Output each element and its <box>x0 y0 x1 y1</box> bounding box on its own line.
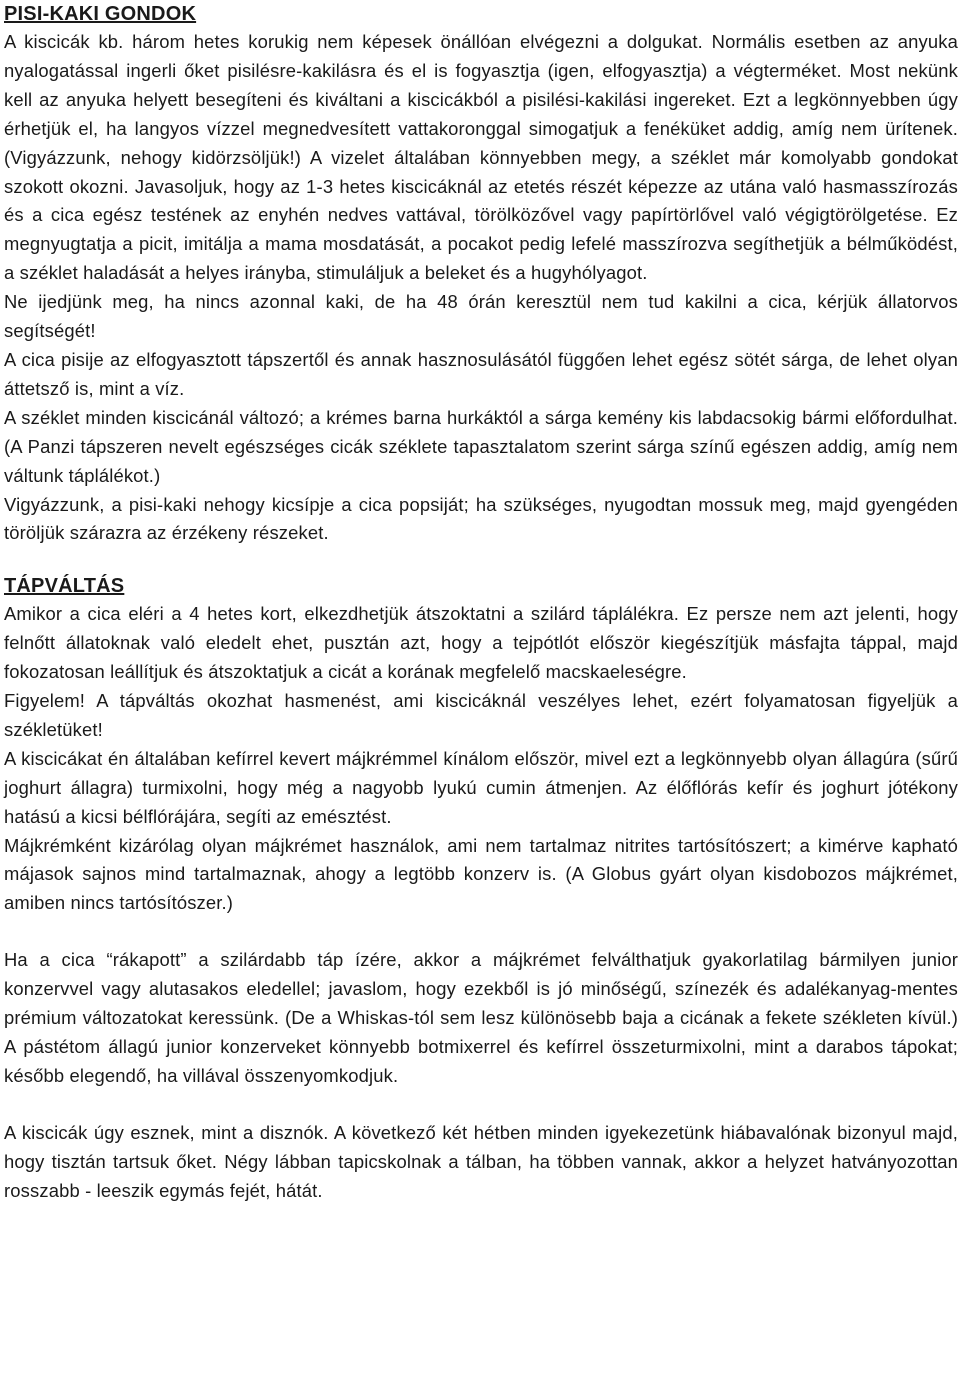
paragraph: Ne ijedjünk meg, ha nincs azonnal kaki, de ha 48 órán keresztül nem tud kakilni a cica, kérjük állatorvos segítségét! <box>4 291 958 342</box>
paragraph: A széklet minden kiscicánál változó; a krémes barna hurkáktól a sárga kemény kis labdacsokig bármi előfordulhat. (A Panzi tápszeren nevelt egészséges cicák széklete tapasztalatom szerint sárga színű egészen addig, amíg nem váltunk táplálékot.) <box>4 406 958 486</box>
paragraph: Vigyázzunk, a pisi-kaki nehogy kicsípje a cica popsiját; ha szükséges, nyugodtan mossuk meg, majd gyengéden töröljük szárazra az érzékeny részeket. <box>4 493 958 544</box>
section-pisi-kaki <box>4 0 958 548</box>
section-heading: TÁPVÁLTÁS <box>4 575 125 598</box>
paragraph: Májkrémként kizárólag olyan májkrémet használok, ami nem tartalmaz nitrites tartósítószert; a kimérve kapható májasok sajnos mind tartalmaznak, ahogy a legtöbb konzerv is. (A Globus gyárt olyan kisdobozos májkrémet, amiben nincs tartósítószer.) <box>4 834 958 914</box>
section-tapvaltas <box>4 572 958 1205</box>
paragraph-spacer <box>4 1091 958 1119</box>
section-spacer <box>4 548 958 572</box>
paragraph: A kiscicák úgy esznek, mint a disznók. A következő két hétben minden igyekezetünk hiábavalónak bizonyul majd, hogy tisztán tartsuk őket. Négy lábban tapicskolnak a tálban, ha többen vannak, akkor a helyzet hatványozottan rosszabb - leeszik egymás fejét, hátát. <box>4 1121 958 1201</box>
paragraph: A kiscicákat én általában kefírrel kevert májkrémmel kínálom először, mivel ezt a legkönnyebb olyan állagúra (sűrű joghurt állagra) turmixolni, hogy még a nagyobb lyukú cumin átmenjen. Az élőflórás kefír és joghurt jótékony hatású a kicsi bélflórájára, segíti az emésztést. <box>4 747 958 827</box>
paragraph-spacer <box>4 918 958 946</box>
paragraph: Amikor a cica eléri a 4 hetes kort, elkezdhetjük átszoktatni a szilárd táplálékra. Ez persze nem azt jelenti, hogy felnőtt állatoknak való eledelt ehet, pusztán azt, hogy a tejpótlót először kiegészítjük másfajta táppal, majd fokozatosan leállítjuk és átszoktatjuk a cicát a korának megfelelő macskaeleségre. <box>4 603 958 683</box>
paragraph: Ha a cica “rákapott” a szilárdabb táp ízére, akkor a májkrémet felválthatjuk gyakorlatilag bármilyen junior konzervvel vagy alutasakos eledellel; javaslom, hogy ezekből is jó minőségű, színezék és adalékanyag-mentes prémium változatokat keressünk. (De a Whiskas-tól sem lesz különösebb baja a cicának a fekete székleten kívül.) A pástétom állagú junior konzerveket könnyebb botmixerrel és kefírrel összeturmixolni, mint a darabos tápokat; később elegendő, ha villával összenyomkodjuk. <box>4 949 958 1086</box>
section-heading: PISI-KAKI GONDOK <box>4 3 197 25</box>
paragraph: A kiscicák kb. három hetes korukig nem képesek önállóan elvégezni a dolgukat. Normális esetben az anyuka nyalogatással ingerli őket pisilésre-kakilásra és el is fogyasztja (igen, elfogyasztja) a végterméket. Most nekünk kell az anyuka helyett besegíteni és kiváltani a kiscicákból a pisilési-kakilási ingereket. Ezt a legkönnyebben úgy érhetjük el, ha langyos vízzel megnedvesített vattakoronggal simogatjuk a fenéküket addig, amíg nem ürítenek. (Vigyázzunk, nehogy kidörzsöljük!) A vizelet általában könnyebben megy, a széklet már komolyabb gondokat szokott okozni. Javasoljuk, hogy az 1-3 hetes kiscicáknál az etetés részét képezze az utána való hasmasszírozás és a cica egész testének az enyhén nedves vattával, törölközővel vagy papírtörlővel való végigtörölgetése. Ez megnyugtatja a picit, imitálja a mama mosdatását, a pocakot pedig lefelé masszírozva segíthetjük a bélműködést, a széklet haladását a helyes irányba, stimuláljuk a beleket és a hugyhólyagot. <box>4 31 958 284</box>
paragraph: Figyelem! A tápváltás okozhat hasmenést, ami kiscicáknál veszélyes lehet, ezért folyamatosan figyeljük a székletüket! <box>4 690 958 740</box>
paragraph: A cica pisije az elfogyasztott tápszertől és annak hasznosulásától függően lehet egész sötét sárga, de lehet olyan áttetsző is, mint a víz. <box>4 348 958 399</box>
